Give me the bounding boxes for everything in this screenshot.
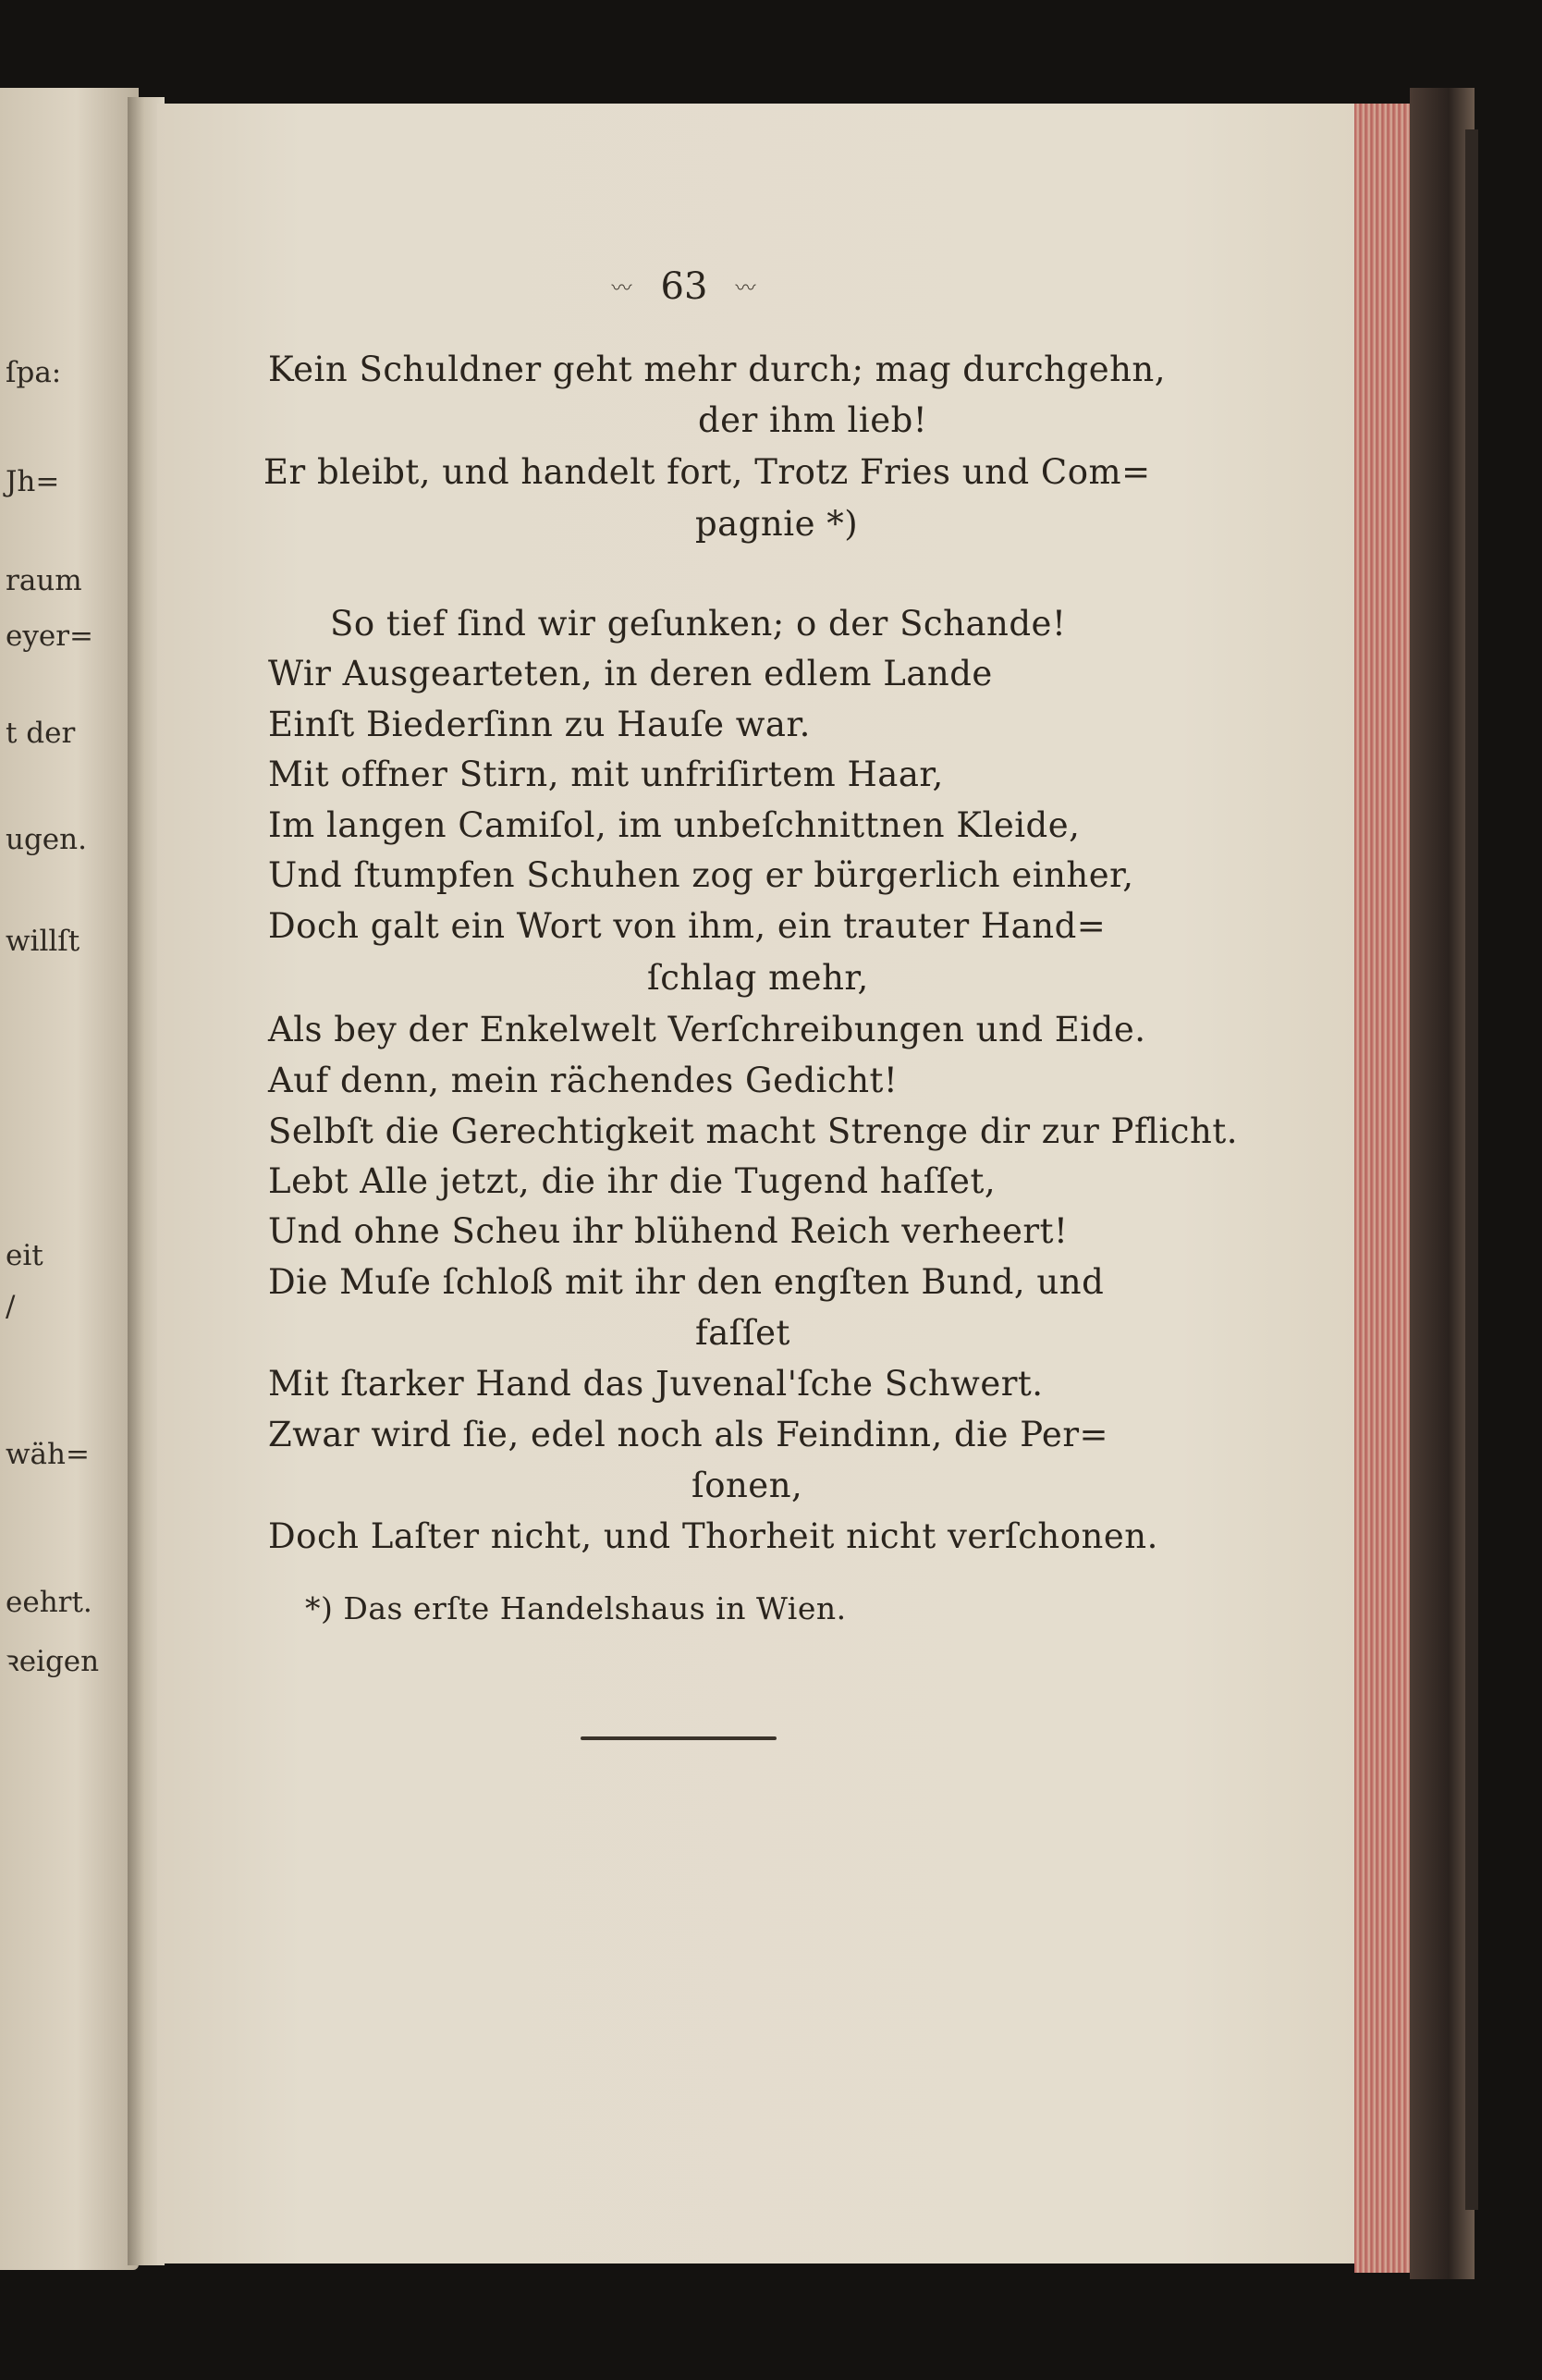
poem-line: Doch Laſter nicht, und Thorheit nicht verſchonen. <box>268 1516 1158 1556</box>
poem-line: Und ſtumpfen Schuhen zog er bürgerlich einher, <box>268 855 1134 895</box>
left-page <box>0 88 139 2270</box>
poem-line: Im langen Camiſol, im unbeſchnittnen Kleide, <box>268 805 1081 845</box>
poem-line: ſonen, <box>691 1466 803 1505</box>
page-header <box>499 264 869 310</box>
poem-line: So tief ſind wir geſunken; o der Schande! <box>330 604 1067 644</box>
ornament-left: 〰 <box>611 276 633 301</box>
poem-line: der ihm lieb! <box>698 400 928 440</box>
poem-line: Lebt Alle jetzt, die ihr die Tugend haſſet, <box>268 1161 997 1201</box>
left-page-fragment: eehrt. <box>6 1586 92 1619</box>
poem-line: Als bey der Enkelwelt Verſchreibungen und Eide. <box>268 1010 1146 1049</box>
section-rule <box>581 1736 777 1740</box>
book-spine-edge <box>1465 129 1478 2210</box>
poem-line: Auf denn, mein rächendes Gedicht! <box>268 1061 899 1100</box>
page-number: 63 <box>660 265 708 308</box>
poem-line: Wir Ausgearteten, in deren edlem Lande <box>268 654 993 693</box>
poem-line: Kein Schuldner geht mehr durch; mag durchgehn, <box>268 350 1167 389</box>
left-page-fragment: raum <box>6 564 82 597</box>
poem-line: Mit ſtarker Hand das Juvenal'ſche Schwert. <box>268 1364 1044 1404</box>
ornament-right: 〰 <box>735 276 757 301</box>
poem-line: Einſt Biederſinn zu Hauſe war. <box>268 705 811 744</box>
poem-line: Und ohne Scheu ihr blühend Reich verheert! <box>268 1211 1069 1251</box>
poem-line: faſſet <box>695 1313 790 1353</box>
poem-line: Selbſt die Gerechtigkeit macht Strenge dir zur Pflicht. <box>268 1111 1238 1151</box>
poem-line: ſchlag mehr, <box>647 958 869 998</box>
footnote: *) Das erſte Handelshaus in Wien. <box>305 1590 847 1626</box>
left-page-fragment: eit <box>6 1239 43 1272</box>
poem-line: Doch galt ein Wort von ihm, ein trauter Hand= <box>268 906 1107 946</box>
poem-line: Er bleibt, und handelt fort, Trotz Fries und Com= <box>263 452 1151 492</box>
left-page-fragment: wäh= <box>6 1438 90 1471</box>
left-page-fragment: / <box>6 1290 16 1323</box>
left-page-fragment: ugen. <box>6 823 87 856</box>
left-page-fragment: willſt <box>6 925 80 958</box>
left-page-fragment: ſpa: <box>6 356 62 389</box>
left-page-fragment: eyer= <box>6 620 93 653</box>
poem-line: pagnie *) <box>695 504 859 544</box>
poem-line: Zwar wird ſie, edel noch als Feindinn, die Per= <box>268 1415 1109 1454</box>
poem-line: Mit offner Stirn, mit unfriſirtem Haar, <box>268 754 944 794</box>
poem-line: Die Muſe ſchloß mit ihr den engſten Bund, und <box>268 1262 1105 1302</box>
left-page-fragment: ꝛeigen <box>6 1645 100 1678</box>
left-page-fragment: Jh= <box>6 465 60 498</box>
left-page-fragment: t der <box>6 717 76 750</box>
